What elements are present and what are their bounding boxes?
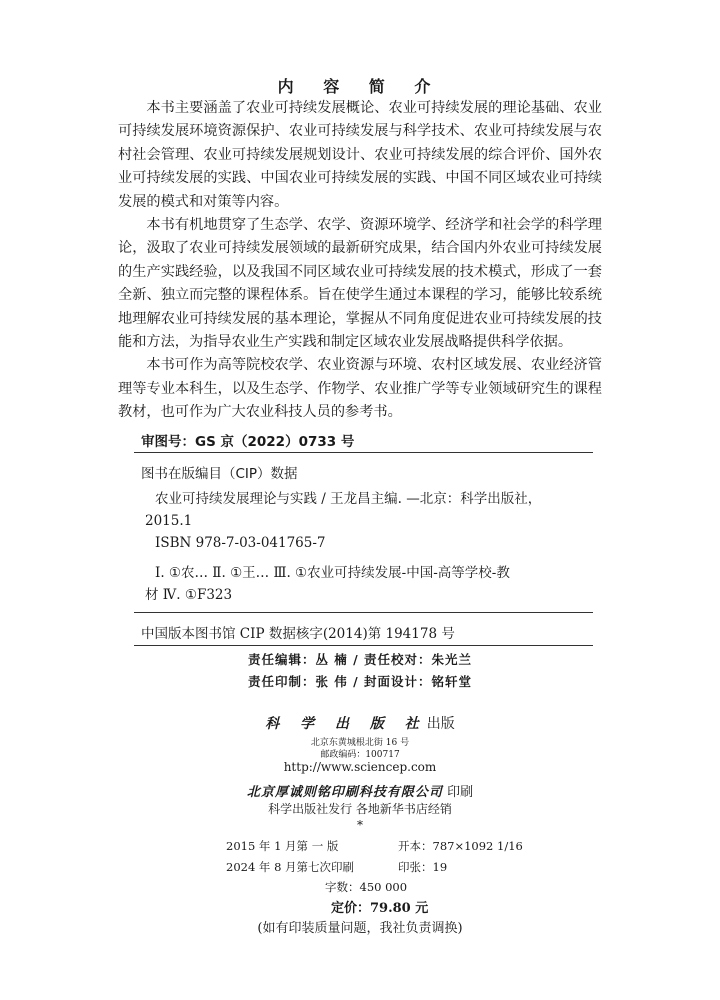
publisher-suffix: 出版 [426, 716, 455, 732]
cip-classification: Ⅰ. ①农… Ⅱ. ①王… Ⅲ. ①农业可持续发展-中国-高等学校-教 [155, 565, 510, 581]
page-title: 内 容 简 介 [277, 77, 443, 96]
publisher-name: 科 学 出 版 社 [265, 716, 427, 732]
divider [134, 645, 593, 646]
distribution: 科学出版社发行 各地新华书店经销 [268, 802, 452, 816]
cip-record-number: 中国版本图书馆 CIP 数据核字(2014)第 194178 号 [141, 626, 455, 642]
word-count: 字数：450 000 [325, 880, 408, 894]
publisher-address: 北京东黄城根北街 16 号 [310, 738, 410, 748]
cip-classification-continued: 材 Ⅳ. ①F323 [145, 587, 233, 603]
divider [134, 612, 593, 613]
price-value: 79.80 元 [370, 901, 429, 916]
edition-first: 2015 年 1 月第 一 版 [226, 839, 339, 853]
responsible-editors: 责任编辑：丛 楠 / 责任校对：朱光兰 [247, 652, 473, 667]
summary-paragraph-1: 本书主要涵盖了农业可持续发展概论、农业可持续发展的理论基础、农业可持续发展环境资源保护、农业可持续发展与科学技术、农业可持续发展与农村社会管理、农业可持续发展规划设计、农业可持续发展的综合评价、国外农业可持续发展的实践、中国农业可持续发展的实践、中国不同区域农业可持续发展的模式和对策等内容。 [118, 100, 602, 210]
separator-star: * [357, 818, 363, 832]
price [331, 897, 428, 916]
edition-reprint: 2024 年 8 月第七次印刷 [226, 860, 355, 874]
printing-sheets: 印张：19 [398, 860, 448, 874]
quality-notice: (如有印装质量问题，我社负责调换) [257, 921, 463, 936]
book-format: 开本：787×1092 1/16 [398, 839, 523, 853]
map-approval-number: 审图号：GS 京（2022）0733 号 [141, 434, 355, 450]
summary-paragraph-3: 本书可作为高等院校农学、农业资源与环境、农村区域发展、农业经济管理等专业本科生，以及生态学、作物学、农业推广学等专业领域研究生的课程教材，也可作为广大农业科技人员的参考书。 [118, 357, 602, 421]
cip-heading: 图书在版编目（CIP）数据 [141, 466, 298, 482]
summary-section [118, 97, 602, 425]
printer-line [0, 781, 720, 800]
printer-name: 北京厚诚则铭印刷科技有限公司 [246, 785, 443, 800]
summary-paragraph-2: 本书有机地贯穿了生态学、农学、资源环境学、经济学和社会学的科学理论，汲取了农业可持续发展领域的最新研究成果，结合国内外农业可持续发展的生产实践经验，以及我国不同区域农业可持续发展的技术模式，形成了一套全新、独立而完整的课程体系。旨在使学生通过本课程的学习，能够比较系统地理解农业可持续发展的基本理论，掌握从不同角度促进农业可持续发展的技能和方法，为指导农业生产实践和制定区域农业发展战略提供科学依据。 [118, 217, 602, 351]
cip-block [141, 488, 591, 606]
responsible-production: 责任印制：张 伟 / 封面设计：铭轩堂 [247, 674, 473, 689]
price-label: 定价： [331, 901, 371, 916]
publisher-url: http://www.sciencep.com [283, 760, 437, 774]
cip-entry: 农业可持续发展理论与实践 / 王龙昌主编. —北京：科学出版社， [155, 491, 542, 507]
cip-isbn: ISBN 978-7-03-041765-7 [155, 535, 326, 551]
publisher-postcode: 邮政编码：100717 [320, 750, 400, 760]
divider [134, 452, 593, 453]
cip-entry-continued: 2015.1 [145, 513, 193, 529]
publisher-line [0, 713, 720, 733]
printer-suffix: 印刷 [447, 785, 474, 800]
